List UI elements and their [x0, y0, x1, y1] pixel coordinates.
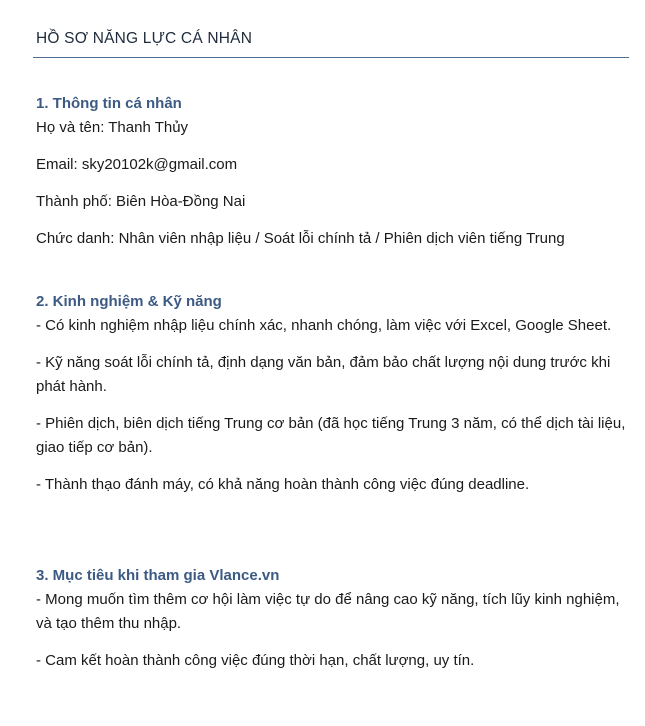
section-heading: 3. Mục tiêu khi tham gia Vlance.vn — [36, 567, 280, 584]
list-item: - Thành thạo đánh máy, có khả năng hoàn thành công việc đúng deadline. — [36, 476, 530, 493]
full-name-line: Họ và tên: Thanh Thủy — [36, 119, 189, 136]
document-title: HỒ SƠ NĂNG LỰC CÁ NHÂN — [36, 30, 253, 47]
email-line: Email: sky20102k@gmail.com — [36, 156, 238, 173]
list-item: - Phiên dịch, biên dịch tiếng Trung cơ bản (đã học tiếng Trung 3 năm, có thể dịch tài liệu, giao tiếp cơ bản). — [36, 415, 626, 456]
section-heading: 2. Kinh nghiệm & Kỹ năng — [36, 293, 222, 310]
city-line: Thành phố: Biên Hòa-Đồng Nai — [36, 193, 246, 210]
list-item: - Có kinh nghiệm nhập liệu chính xác, nhanh chóng, làm việc với Excel, Google Sheet. — [36, 317, 612, 334]
title-divider — [33, 57, 629, 58]
job-title-line: Chức danh: Nhân viên nhập liệu / Soát lỗi chính tả / Phiên dịch viên tiếng Trung — [36, 230, 565, 247]
list-item: - Kỹ năng soát lỗi chính tả, định dạng văn bản, đảm bảo chất lượng nội dung trước khi phát hành. — [36, 354, 611, 395]
section-goals — [36, 564, 626, 673]
section-heading: 1. Thông tin cá nhân — [36, 95, 182, 112]
section-experience-skills — [36, 290, 626, 497]
section-personal-info — [36, 92, 626, 251]
list-item: - Cam kết hoàn thành công việc đúng thời hạn, chất lượng, uy tín. — [36, 652, 475, 669]
list-item: - Mong muốn tìm thêm cơ hội làm việc tự do để nâng cao kỹ năng, tích lũy kinh nghiệm, và tạo thêm thu nhập. — [36, 591, 620, 632]
